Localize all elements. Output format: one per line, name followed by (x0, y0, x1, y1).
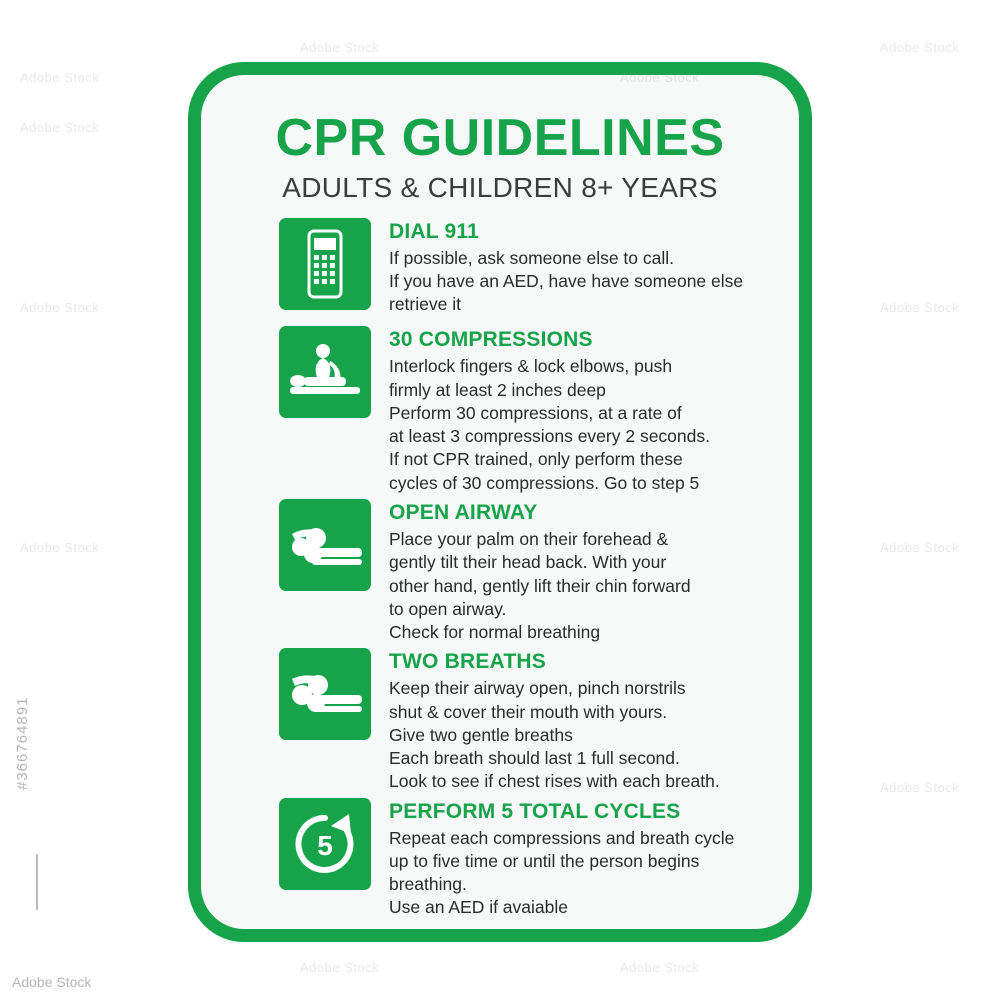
mobile-phone-icon (279, 218, 371, 310)
step-line: shut & cover their mouth with yours. (389, 701, 668, 722)
rescue-breaths-icon (279, 648, 371, 740)
watermark-tile: Adobe Stock (880, 300, 960, 315)
step-line: Repeat each compressions and breath cycle (389, 827, 735, 848)
step-item-compressions (227, 326, 773, 495)
step-line: Give two gentle breaths (389, 724, 573, 745)
watermark-asset-id: #366764891 (14, 696, 31, 790)
step-text-two-breaths (389, 648, 773, 793)
step-line: Check for normal breathing (389, 622, 601, 643)
step-line: If not CPR trained, only perform these (389, 449, 683, 470)
svg-text:5: 5 (317, 829, 333, 861)
step-line: Each breath should last 1 full second. (389, 748, 680, 769)
step-line: to open airway. (389, 598, 507, 619)
step-line: Perform 30 compressions, at a rate of (389, 402, 682, 423)
watermark-tile: Adobe Stock (300, 960, 380, 975)
watermark-tile: Adobe Stock (20, 300, 100, 315)
step-title: PERFORM 5 TOTAL CYCLES (389, 799, 681, 823)
watermark-tile: Adobe Stock (620, 70, 700, 85)
step-line: Look to see if chest rises with each breath. (389, 771, 720, 792)
watermark-tile: Adobe Stock (620, 960, 700, 975)
step-line: Interlock fingers & lock elbows, push (389, 356, 673, 377)
step-line: retrieve it (389, 294, 461, 315)
repeat-five-cycles-icon (279, 798, 371, 890)
step-line: firmly at least 2 inches deep (389, 379, 606, 400)
step-line: If possible, ask someone else to call. (389, 247, 675, 268)
step-text-compressions (389, 326, 773, 495)
step-item-five-cycles (227, 798, 773, 920)
watermark-footer: Adobe Stock (12, 974, 92, 990)
watermark-tile: Adobe Stock (880, 540, 960, 555)
step-text-dial-911 (389, 218, 773, 317)
step-title: OPEN AIRWAY (389, 500, 538, 524)
watermark-tile: Adobe Stock (20, 540, 100, 555)
step-line: gently tilt their head back. With your (389, 552, 667, 573)
step-line: cycles of 30 compressions. Go to step 5 (389, 472, 700, 493)
step-title: TWO BREATHS (389, 650, 546, 674)
step-line: If you have an AED, have have someone else (389, 270, 744, 291)
step-line: breathing. (389, 874, 467, 895)
step-item-dial-911 (227, 218, 773, 317)
page-title: CPR GUIDELINES (275, 109, 725, 167)
step-item-open-airway (227, 499, 773, 644)
steps-list (227, 218, 773, 920)
open-airway-icon (279, 499, 371, 591)
step-item-two-breaths (227, 648, 773, 793)
cpr-guidelines-poster (188, 62, 812, 942)
step-line: up to five time or until the person begins (389, 850, 700, 871)
watermark-tile: Adobe Stock (20, 120, 100, 135)
watermark-tile: Adobe Stock (880, 780, 960, 795)
step-text-open-airway (389, 499, 773, 644)
step-line: Place your palm on their forehead & (389, 528, 669, 549)
step-title: 30 COMPRESSIONS (389, 328, 593, 352)
watermark-tile: Adobe Stock (300, 40, 380, 55)
chest-compressions-icon (279, 326, 371, 418)
step-line: Use an AED if avaiable (389, 897, 568, 918)
step-line: other hand, gently lift their chin forward (389, 575, 691, 596)
step-line: at least 3 compressions every 2 seconds. (389, 426, 710, 447)
watermark-divider (36, 854, 38, 910)
watermark-tile: Adobe Stock (20, 70, 100, 85)
watermark-tile: Adobe Stock (880, 40, 960, 55)
step-line: Keep their airway open, pinch norstrils (389, 678, 686, 699)
step-title: DIAL 911 (389, 219, 479, 243)
step-text-five-cycles (389, 798, 773, 920)
page-subtitle: ADULTS & CHILDREN 8+ YEARS (282, 171, 718, 203)
